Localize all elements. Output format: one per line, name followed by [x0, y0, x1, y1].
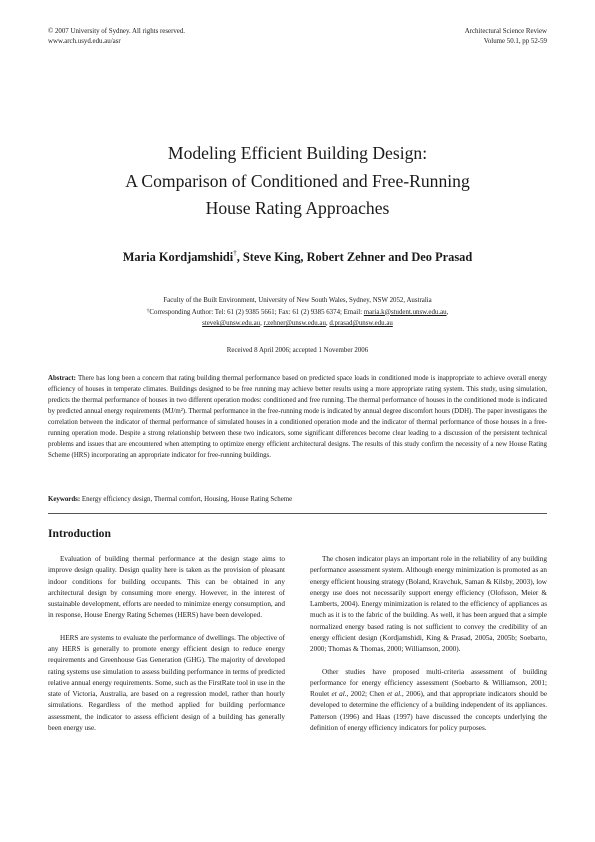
title-line-3: House Rating Approaches — [205, 198, 390, 218]
email-link-deo[interactable]: d.prasad@unsw.edu.au — [329, 320, 393, 327]
running-header-left — [48, 27, 185, 46]
abstract-text: There has long been a concern that rating building thermal performance based on predicted space loads in conditioned mode is inappropriate to achieve overall energy efficiency of houses in temperate climates. Buildings designed to be free running may achieve better results using a more appropriate rating system. This study, using simulation, predicts the thermal performance of houses in two different operation modes: conditioned and free running. The thermal performance of houses in the conditioned mode is indicated by predicted annual energy requirements (MJ/m²). Thermal performance in the free-running mode is indicated by annual degree discomfort hours (DDH). The paper investigates the correlation between the indicator of thermal performance of simulated houses in a conditioned operation mode and the indicator of thermal performance of those houses in a free-running operation mode. Despite a strong relationship between these two indicators, some significant differences become clear leading to a discussion of the persistent technical problems and issues that are encountered when attempting to optimize energy efficient architectural designs. The results of this study confirm the necessity of a new House Rating Scheme (HRS) incorporating an appropriate indicator for free-running buildings. — [48, 375, 547, 459]
contact-line — [0, 307, 595, 319]
title-line-1: Modeling Efficient Building Design: — [167, 143, 428, 163]
email-link-robert[interactable]: r.zehner@unsw.edu.au — [263, 320, 326, 327]
paragraph-part: , 2006), and that appropriate indicators should be developed to determine the efficiency of a building independent of its appliances. Patterson (1996) and Haas (1997) have discussed the concepts underlying the definition of energy efficiency indicators for policy purposes. — [310, 690, 548, 732]
email-link-steve[interactable]: stevek@unsw.edu.au — [202, 320, 261, 327]
affiliation-line: Faculty of the Built Environment, University of New South Wales, Sydney, NSW 2052, Australia — [163, 297, 432, 304]
running-header-right — [465, 27, 547, 46]
abstract-label: Abstract: — [48, 375, 76, 382]
keywords-text: Energy efficiency design, Thermal comfort, Housing, House Rating Scheme — [80, 496, 293, 503]
corresponding-mark: † — [233, 249, 237, 257]
email-link-maria[interactable]: maria.k@student.unsw.edu.au — [363, 308, 447, 316]
author-first: Maria Kordjamshidi — [122, 250, 234, 264]
contact-text: Corresponding Author: Tel: 61 (2) 9385 5661; Fax: 61 (2) 9385 6374; Email: — [149, 308, 364, 316]
contact-suffix: , — [446, 308, 449, 316]
abstract — [48, 373, 547, 461]
copyright-line: © 2007 University of Sydney. All rights reserved. — [48, 28, 186, 35]
received-dates: Received 8 April 2006; accepted 1 November 2006 — [226, 347, 369, 354]
body-column-left — [48, 554, 285, 734]
et-al: et al. — [331, 690, 347, 698]
title-line-2: A Comparison of Conditioned and Free-Running — [125, 170, 470, 191]
paragraph — [310, 667, 547, 735]
email-line — [0, 318, 595, 330]
body-column-right — [310, 554, 547, 734]
email-sep-2: , — [325, 320, 330, 327]
affiliation-block — [0, 295, 595, 330]
section-divider — [48, 513, 547, 514]
email-sep-1: , — [260, 320, 264, 327]
paragraph-part: Other studies have proposed multi-criteria assessment of building performance for energy efficiency assessment (Soebarto & Williamson, 2001; Roulet — [310, 667, 547, 698]
et-al: et al. — [386, 690, 402, 698]
journal-name: Architectural Science Review — [464, 28, 547, 35]
volume-pages: Volume 50.1, pp 52-59 — [483, 37, 547, 45]
journal-url: www.arch.usyd.edu.au/asr — [48, 37, 121, 45]
paragraph: The chosen indicator plays an important role in the reliability of any building performance assessment system. Although energy minimization is promoted as an energy efficient housing strategy (Boland, Kravchuk, Saman & Kilsby, 2003), low energy use does not necessarily support energy efficiency (Olofsson, Meier & Lamberts, 2004). Energy minimization is related to the efficiency of appliances as much as it is to the fabric of the building. As well, it has been argued that a simple normalized energy based rating is not sufficient to convey the credibility of an energy efficient design (Kordjamshidi, King & Prasad, 2005a, 2005b; Soebarto, 2000; Thomas & Thomas, 2000; Williamson, 2000). — [310, 555, 547, 653]
author-list — [0, 250, 595, 265]
author-rest: , Steve King, Robert Zehner and Deo Prasad — [236, 250, 473, 264]
paragraph: Evaluation of building thermal performance at the design stage aims to improve design quality. Design quality here is taken as the provision of pleasant indoor conditions for building occupants. This can be obtained in any architectural design by consuming more energy. However, in the interest of sustainable development, efforts are needed to minimize energy consumption, and in response, House Energy Rating Schemes (HERS) have been developed. — [48, 555, 285, 620]
keywords — [48, 496, 547, 503]
section-heading-introduction: Introduction — [48, 527, 111, 540]
keywords-label: Keywords: — [48, 496, 81, 503]
paragraph-part: , 2002; Chen — [346, 690, 387, 698]
corresponding-mark-affil: † — [146, 307, 150, 314]
paper-title — [0, 140, 595, 223]
paragraph: HERS are systems to evaluate the performance of dwellings. The objective of any HERS is generally to promote energy efficient design to reduce energy requirements and Greenhouse Gas Generation (GHG). The majority of developed rating systems use simulation to assess building performance in terms of predicted relative annual energy requirements. Some, such as the FirstRate tool in use in the state of Victoria, Australia, are based on a regression model, rather than hourly simulations. Regardless of the method applied for building performance assessment, the indicator to assess efficient design of a building has generally been energy use. — [48, 633, 285, 732]
